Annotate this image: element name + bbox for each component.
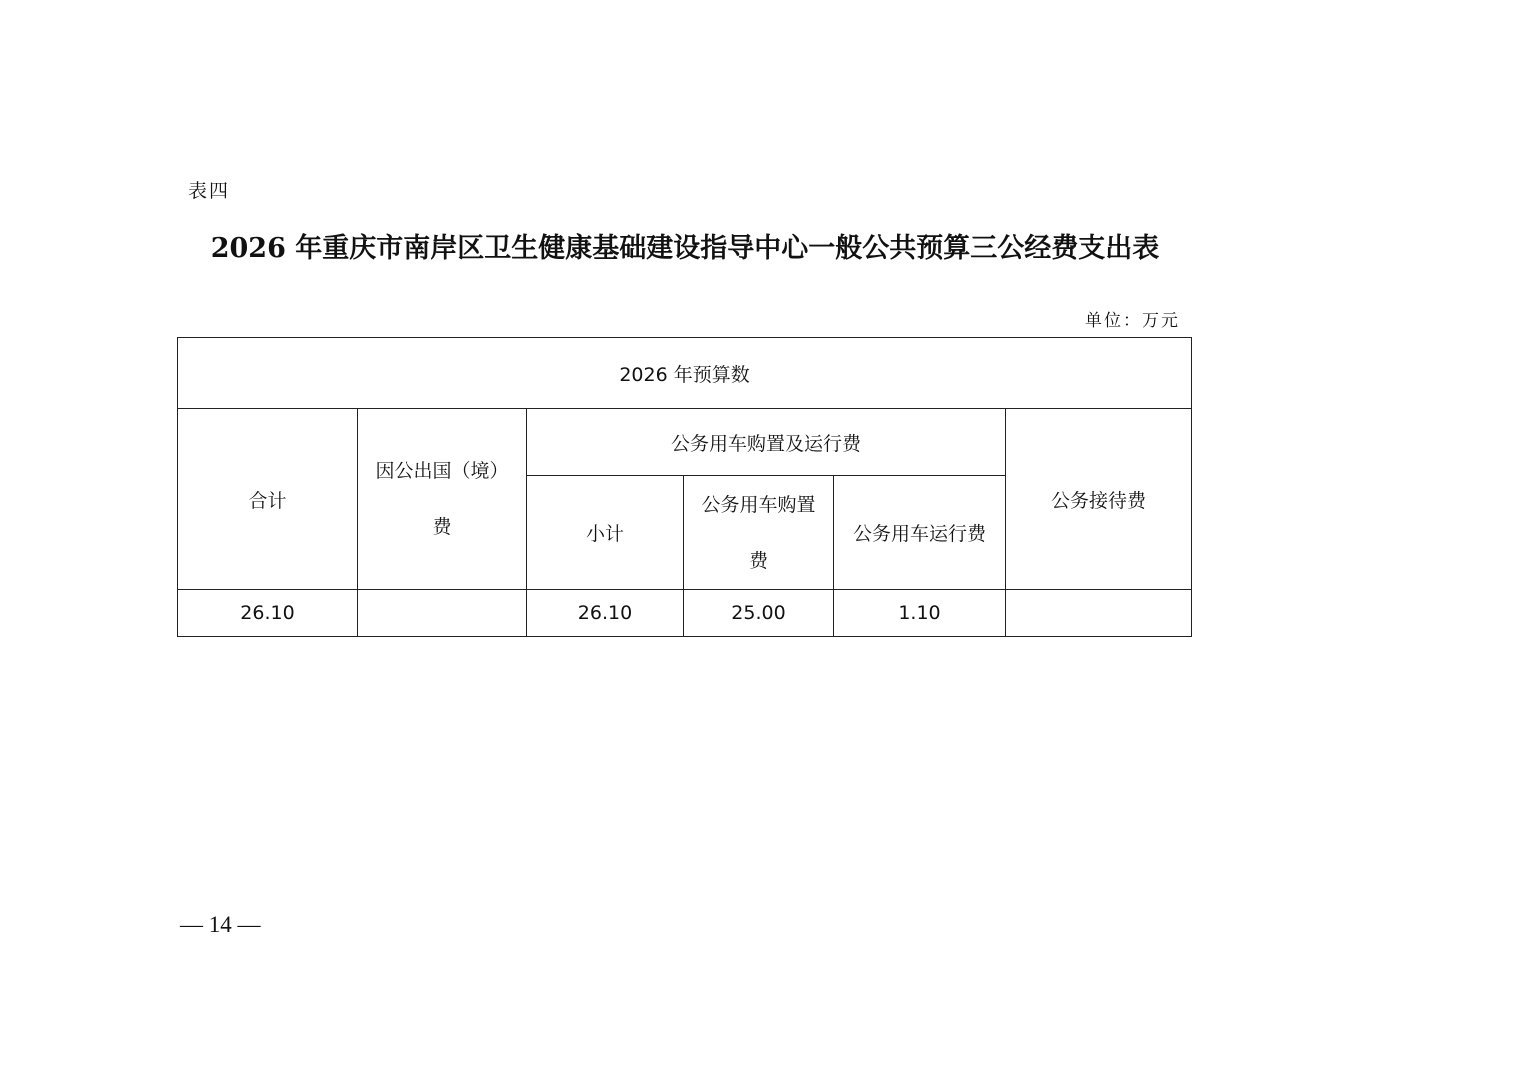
- table-label: 表四: [188, 180, 231, 202]
- header-vehicle-operation: 公务用车运行费: [834, 476, 1006, 590]
- cell-reception: [1006, 590, 1192, 637]
- header-vehicle-purchase-line2: 费: [748, 549, 768, 572]
- document-title: 2026 年重庆市南岸区卫生健康基础建设指导中心一般公共预算三公经费支出表: [210, 233, 1160, 264]
- cell-abroad: [358, 590, 527, 637]
- cell-vehicle-subtotal: 26.10: [527, 590, 684, 637]
- unit-label: 单位：万元: [1085, 311, 1180, 331]
- page-number: — 14 —: [180, 912, 261, 937]
- year-header: 2026 年预算数: [178, 338, 1192, 409]
- header-vehicle-purchase-line1: 公务用车购置: [701, 493, 816, 516]
- cell-vehicle-purchase: 25.00: [684, 590, 834, 637]
- header-abroad-line1: 因公出国（境）: [375, 460, 509, 482]
- header-vehicle-subtotal: 小计: [527, 476, 684, 590]
- header-reception: 公务接待费: [1006, 409, 1192, 590]
- table-header-row-1: [178, 409, 1192, 476]
- header-vehicle-purchase: [684, 476, 834, 590]
- header-abroad-line2: 费: [432, 516, 452, 538]
- budget-table: [177, 337, 1192, 637]
- table-header-row-year: [178, 338, 1192, 409]
- cell-vehicle-operation: 1.10: [834, 590, 1006, 637]
- table-row: [178, 590, 1192, 637]
- header-abroad: [358, 409, 527, 590]
- header-vehicle-group: 公务用车购置及运行费: [527, 409, 1006, 476]
- cell-total: 26.10: [178, 590, 358, 637]
- header-total: 合计: [178, 409, 358, 590]
